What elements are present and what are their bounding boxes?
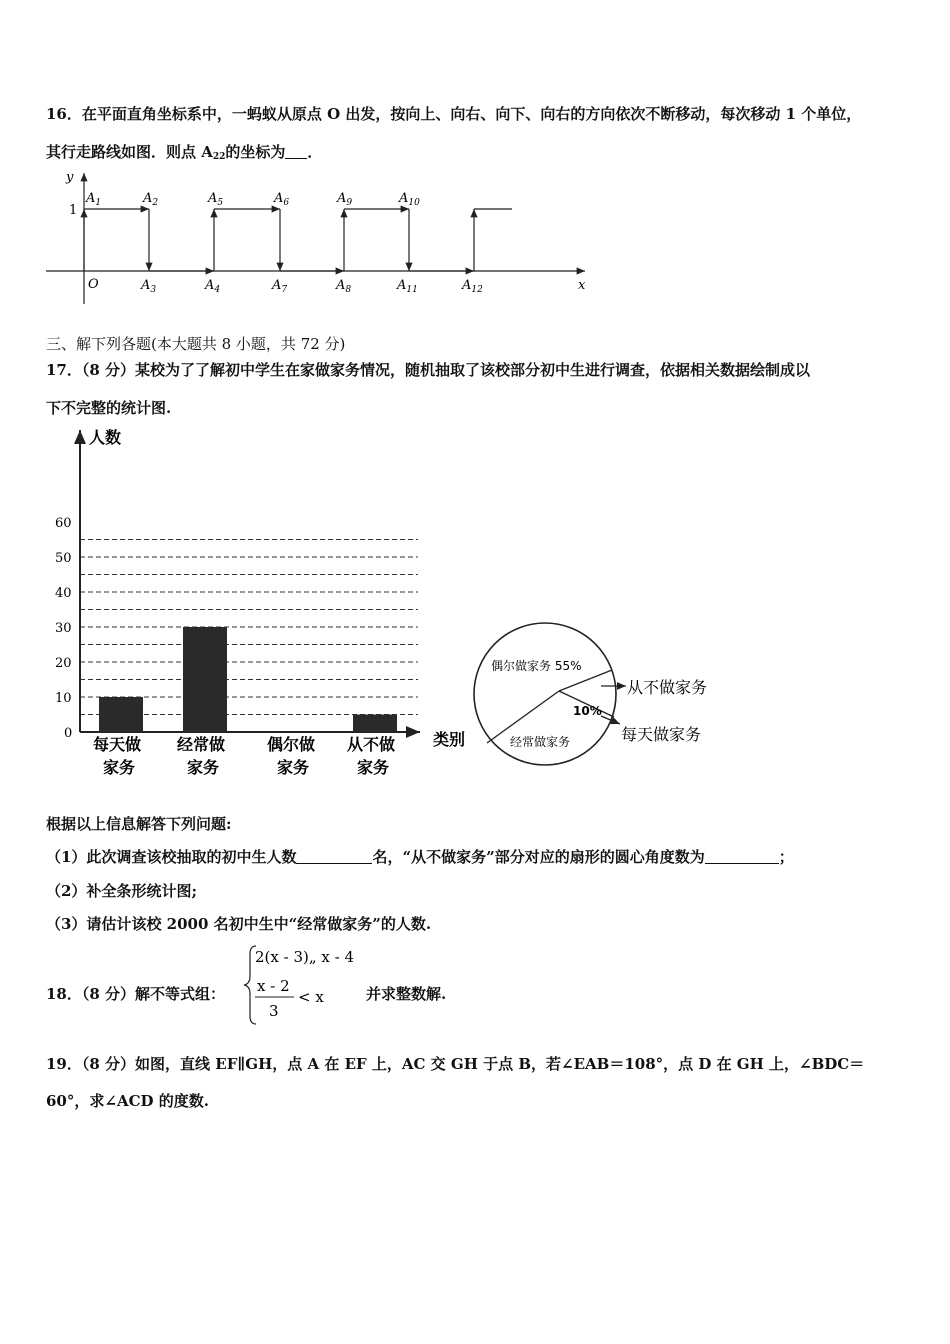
q16-label-A5: $A_5$ [208, 191, 224, 208]
q16-label-A11: $A_{11}$ [397, 278, 418, 295]
q17-item2: （2）补全条形统计图; [46, 882, 197, 900]
q17-after-text: 根据以上信息解答下列问题: [46, 815, 232, 833]
bar-ytick-label: 10 [55, 691, 72, 706]
q16-x-label: x [578, 278, 586, 293]
q19-line1: 19．（8 分）如图，直线 EF∥GH，点 A 在 EF 上，AC 交 GH 于点 B，若∠EAB＝108°，点 D 在 GH 上，∠BDC＝ [46, 1055, 865, 1073]
bar-category-label-2: 家务 [277, 758, 310, 777]
q16-label-A8: $A_8$ [336, 278, 352, 295]
q16-label-A9: $A_9$ [337, 191, 353, 208]
q16-line2-post: 的坐标为 [225, 143, 286, 161]
q16-line1: 16．在平面直角坐标系中，一蚂蚁从原点 O 出发，按向上、向右、向下、向右的方向依次不断移动，每次移动 1 个单位， [46, 105, 862, 123]
bar-ytick-label: 0 [64, 726, 73, 741]
q17-item1-end: ； [778, 848, 794, 866]
q17-pie-chart [460, 600, 740, 780]
q18-row1: 2(x - 3)„ x - 4 [255, 948, 355, 966]
bar-ytick-label: 40 [55, 586, 72, 601]
q16-y-label: y [66, 170, 74, 185]
q16-label-A3: $A_3$ [141, 278, 157, 295]
q16-line2-pre: 其行走路线如图．则点 A [46, 143, 213, 161]
bar-category-label-2: 家务 [357, 758, 390, 777]
pie-label-10pct: 10% [573, 704, 602, 718]
pie-label-often: 经常做家务 [510, 735, 571, 749]
q16-label-A6: $A_6$ [274, 191, 290, 208]
bar-ytick-label: 60 [55, 516, 72, 531]
q18-tail: 并求整数解. [366, 985, 447, 1003]
bar-category-label-2: 家务 [187, 758, 220, 777]
callout-daily: 每天做家务 [621, 725, 702, 744]
q17-item1 [46, 846, 794, 867]
q16-label-A2: $A_2$ [143, 191, 159, 208]
q16-label-A10: $A_{10}$ [399, 191, 420, 208]
q17-bar-chart [0, 420, 470, 790]
q16-label-A12: $A_{12}$ [462, 278, 483, 295]
q17-line2: 下不完整的统计图. [46, 399, 172, 417]
q16-label-A7: $A_7$ [272, 278, 288, 295]
bar-2 [183, 627, 227, 732]
q17-blank-angle[interactable] [705, 849, 779, 864]
bar-ytick-label: 30 [55, 621, 72, 636]
q16-tick-1: 1 [69, 203, 78, 218]
q18-frac-num: x - 2 [257, 977, 290, 995]
q18-inequality-system [240, 940, 380, 1030]
bar-category-label-2: 家务 [103, 758, 136, 777]
q18-frac-rel: < x [298, 988, 324, 1006]
pie-label-sometimes: 偶尔做家务 55% [491, 659, 582, 673]
q16-path-figure [0, 0, 950, 320]
q17-line1: 17．（8 分）某校为了了解初中学生在家做家务情况，随机抽取了该校部分初中生进行调查，依据相关数据绘制成以 [46, 361, 811, 379]
q17-item3: （3）请估计该校 2000 名初中生中“经常做家务”的人数. [46, 915, 432, 933]
bar-4 [353, 715, 397, 733]
q17-item1-pre: （1）此次调查该校抽取的初中生人数 [46, 848, 297, 866]
bar-category-label: 偶尔做 [267, 735, 316, 754]
bar-category-label: 每天做 [93, 735, 142, 754]
bar-y-label: 人数 [89, 428, 122, 447]
q18-label: 18．（8 分）解不等式组： [46, 985, 226, 1003]
bar-category-label: 经常做 [177, 735, 226, 754]
q17-blank-count[interactable] [296, 849, 372, 864]
q16-point-subscript: 22 [212, 152, 226, 162]
bar-x-label: 类别 [433, 730, 466, 749]
q16-label-A4: $A_4$ [205, 278, 221, 295]
callout-never: 从不做家务 [627, 678, 708, 697]
section3-heading: 三、解下列各题(本大题共 8 小题，共 72 分) [46, 335, 346, 353]
bar-1 [99, 697, 143, 732]
q16-origin-label: O [88, 277, 99, 292]
q18-frac-den: 3 [269, 1002, 279, 1020]
q16-line2-end: ． [307, 143, 323, 161]
q19-line2: 60°，求∠ACD 的度数. [46, 1092, 209, 1110]
q16-label-A1: $A_1$ [86, 191, 102, 208]
q17-item1-mid: 名，“从不做家务”部分对应的扇形的圆心角度数为 [372, 848, 705, 866]
bar-category-label: 从不做 [347, 735, 396, 754]
bar-ytick-label: 50 [55, 551, 72, 566]
bar-ytick-label: 20 [55, 656, 72, 671]
